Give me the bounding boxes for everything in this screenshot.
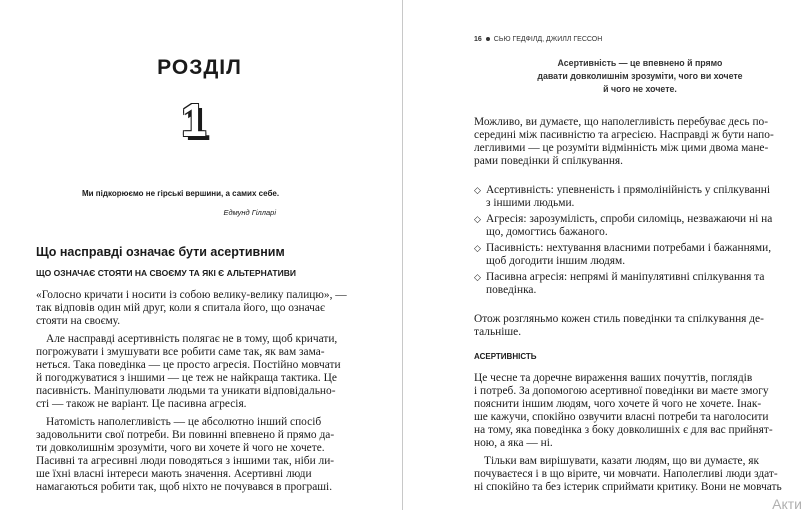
left-page xyxy=(0,0,399,510)
body-line: ше їхні власні інтереси мають значення. Асертивні люди xyxy=(36,468,312,480)
section-subheading: ЩО ОЗНАЧАЄ СТОЯТИ НА СВОЄМУ ТА ЯКІ Є АЛЬТЕРНАТИВИ xyxy=(36,268,296,278)
body-line: на тому, яка поведінка з боку довколишніх є для вас прийнят- xyxy=(474,424,773,436)
body-line: середині між пасивністю та агресією. Насправді ж бути напо- xyxy=(474,129,774,141)
running-head xyxy=(474,36,602,43)
body-line: ти довколишнім зрозуміти, чого ви хочете й чого не хочете. xyxy=(36,442,325,454)
right-page xyxy=(405,0,802,510)
body-line: неться. Така поведінка — це просто агресія. Постійно мовчати xyxy=(36,359,341,371)
body-line: намагаються робити так, щоб ніхто не почувався в програші. xyxy=(36,481,333,493)
pull-quote-line: й чого не хочете. xyxy=(603,84,677,94)
section-heading: Що насправді означає бути асертивним xyxy=(36,245,285,259)
body-line: Натомість наполегливість — це абсолютно інший спосіб xyxy=(46,416,322,428)
bullet-line: з іншими людьми. xyxy=(486,197,575,209)
chapter-number: 1 xyxy=(181,94,207,146)
bullet-line: поведінка. xyxy=(486,284,537,296)
body-line: погрожувати і змушувати все робити саме так, як вам зама- xyxy=(36,346,325,358)
body-line: й погоджуватися з іншими — це теж не найкраща тактика. Це xyxy=(36,372,337,384)
body-line: ною, а яка — ні. xyxy=(474,437,553,449)
body-line: почуваєтеся і в що вірите, чи мовчати. Наполегливі люди здат- xyxy=(474,468,778,480)
chapter-label: РОЗДІЛ xyxy=(157,56,242,79)
body-line: легливими — це розуміти відмінність між цими двома мане- xyxy=(474,142,769,154)
page-number: 16 xyxy=(474,36,482,43)
epigraph: Ми підкорюємо не гірські вершини, а самих себе. xyxy=(82,189,280,198)
body-line: задовольнити свої потреби. Ви повинні впевнено й прямо да- xyxy=(36,429,335,441)
body-line: і потреб. За допомогою асертивної поведінки ви маєте змогу xyxy=(474,385,769,397)
body-line: Тільки вам вирішувати, казати людям, що ви думаєте, як xyxy=(484,455,760,467)
body-line: «Голосно кричати і носити із собою велику-велику палицю», — xyxy=(36,289,347,301)
body-line: Це чесне та доречне вираження ваших почуттів, поглядів xyxy=(474,372,753,384)
page-gutter xyxy=(402,0,403,510)
running-head-authors: СЬЮ ГЕДФІЛД, ДЖИЛЛ ГЕССОН xyxy=(493,36,603,43)
body-line: Отож розгляньмо кожен стиль поведінки та спілкування де- xyxy=(474,313,764,325)
pull-quote-line: Асертивність — це впевнено й прямо xyxy=(557,58,723,68)
bullet-dot-icon xyxy=(486,37,490,41)
body-line: пояснити іншим людям, чого хочете й чого не хочете. Інак- xyxy=(474,398,762,410)
body-line: рами поведінки й спілкування. xyxy=(474,155,624,167)
bullet-line: що, домогтись бажаного. xyxy=(486,226,608,238)
bullet-line: Пасивна агресія: непрямі й маніпулятивні спілкування та xyxy=(486,271,765,283)
bullet-line: Агресія: зарозумілість, спроби силоміць, незважаючи ні на xyxy=(486,213,773,225)
body-line: Але насправді асертивність полягає не в тому, щоб кричати, xyxy=(46,333,338,345)
epigraph-author: Едмунд Гілларі xyxy=(223,208,276,217)
body-line: так відповів один мій друг, коли я спитала його, що означає xyxy=(36,302,325,314)
bullet-line: Пасивність: нехтування власними потребами і бажаннями, xyxy=(486,242,772,254)
body-line: тальніше. xyxy=(474,326,522,338)
diamond-bullet-icon: ◇ xyxy=(474,272,481,282)
body-line: Можливо, ви думаєте, що наполегливість перебуває десь по- xyxy=(474,116,769,128)
body-line: Пасивні та агресивні люди поводяться з іншими так, ніби ли- xyxy=(36,455,335,467)
diamond-bullet-icon: ◇ xyxy=(474,214,481,224)
bullet-line: Асертивність: упевненість і прямолінійність у спілкуванні xyxy=(486,184,770,196)
section-subheading: АСЕРТИВНІСТЬ xyxy=(474,352,537,361)
diamond-bullet-icon: ◇ xyxy=(474,243,481,253)
pull-quote-line: давати довколишнім зрозуміти, чого ви хочете xyxy=(537,71,743,81)
body-line: сті — також не варіант. Це пасивна агресія. xyxy=(36,398,247,410)
watermark: Акти xyxy=(772,496,802,510)
body-line: пасивність. Маніпулювати людьми та уникати відповідально- xyxy=(36,385,336,397)
diamond-bullet-icon: ◇ xyxy=(474,185,481,195)
body-line: ше кажучи, спокійно озвучити власні потреби та наголосити xyxy=(474,411,769,423)
body-line: ні спокійно та без істерик сприймати критику. Вони не мовчать xyxy=(474,481,782,493)
body-line: стояти на своєму. xyxy=(36,315,121,327)
bullet-line: щоб догодити іншим людям. xyxy=(486,255,626,267)
